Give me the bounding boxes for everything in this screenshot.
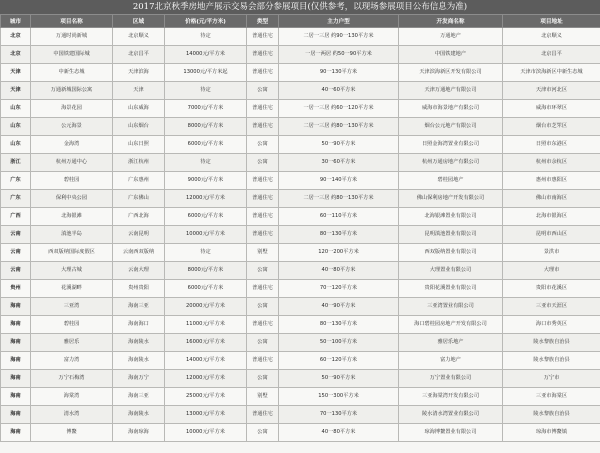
table-row [1, 280, 600, 298]
city-cell: 海南 [1, 352, 31, 370]
table-cell: 万通时尚新城 [31, 28, 113, 46]
table-cell: 中国铁建地产 [399, 46, 503, 64]
table-header-row [1, 15, 600, 28]
city-cell: 海南 [1, 370, 31, 388]
table-cell: 清水湾 [31, 406, 113, 424]
table-row [1, 46, 600, 64]
table-row [1, 28, 600, 46]
table-row [1, 100, 600, 118]
table-cell: 北海银滩 [31, 208, 113, 226]
table-cell: 70一120平方米 [279, 280, 399, 298]
city-cell: 海南 [1, 388, 31, 406]
table-cell: 40一80平方米 [279, 424, 399, 442]
table-cell: 10000元/平方米 [165, 226, 247, 244]
table-cell: 天津万通地产有限公司 [399, 82, 503, 100]
table-cell: 普通住宅 [247, 172, 279, 190]
table-cell: 海南海口 [113, 316, 165, 334]
table-cell: 待定 [165, 154, 247, 172]
table-cell: 一居一三居 约60一120平方米 [279, 100, 399, 118]
table-row [1, 244, 600, 262]
table-row [1, 82, 600, 100]
table-cell: 50一90平方米 [279, 136, 399, 154]
table-cell: 万宁石梅湾 [31, 370, 113, 388]
table-cell: 杭州万通房地产有限公司 [399, 154, 503, 172]
table-cell: 30一60平方米 [279, 154, 399, 172]
table-cell: 一居一两居 约50一90平方米 [279, 46, 399, 64]
table-cell: 70一130平方米 [279, 406, 399, 424]
column-header: 开发商名称 [399, 15, 503, 28]
projects-table [0, 14, 600, 442]
table-cell: 广东惠州 [113, 172, 165, 190]
column-header: 价格(元/平方米) [165, 15, 247, 28]
table-cell: 9000元/平方米 [165, 172, 247, 190]
table-cell: 陵水黎族自治县 [503, 406, 600, 424]
table-cell: 北海银滩置业有限公司 [399, 208, 503, 226]
table-cell: 公元海景 [31, 118, 113, 136]
table-cell: 50一90平方米 [279, 370, 399, 388]
table-cell: 滇池半岛 [31, 226, 113, 244]
table-cell: 碧桂园地产 [399, 172, 503, 190]
column-header: 类型 [247, 15, 279, 28]
table-cell: 11000元/平方米 [165, 316, 247, 334]
table-cell: 公寓 [247, 136, 279, 154]
table-cell: 烟台公元地产有限公司 [399, 118, 503, 136]
table-cell: 公寓 [247, 370, 279, 388]
table-cell: 90一140平方米 [279, 172, 399, 190]
table-cell: 杭州万通中心 [31, 154, 113, 172]
city-cell: 北京 [1, 28, 31, 46]
table-cell: 陵水黎族自治县 [503, 352, 600, 370]
table-cell: 14000元/平方米 [165, 46, 247, 64]
table-row [1, 190, 600, 208]
city-cell: 天津 [1, 82, 31, 100]
table-cell: 天津市滨海新区中新生态城 [503, 64, 600, 82]
column-header: 城市 [1, 15, 31, 28]
column-header: 项目地址 [503, 15, 600, 28]
table-row [1, 424, 600, 442]
city-cell: 浙江 [1, 154, 31, 172]
city-cell: 广东 [1, 172, 31, 190]
table-cell: 富力湾 [31, 352, 113, 370]
table-cell: 海南万宁 [113, 370, 165, 388]
table-cell: 金海湾 [31, 136, 113, 154]
table-cell: 40一80平方米 [279, 262, 399, 280]
table-cell: 杭州市余杭区 [503, 154, 600, 172]
table-cell: 16000元/平方米 [165, 334, 247, 352]
table-cell: 山东威海 [113, 100, 165, 118]
table-cell: 琼海博鳌置业有限公司 [399, 424, 503, 442]
table-cell: 13000元/平方米起 [165, 64, 247, 82]
table-row [1, 154, 600, 172]
table-cell: 北海市银海区 [503, 208, 600, 226]
table-cell: 云南大理 [113, 262, 165, 280]
column-header: 区域 [113, 15, 165, 28]
table-cell: 碧桂园 [31, 316, 113, 334]
table-cell: 公寓 [247, 82, 279, 100]
table-cell: 山东烟台 [113, 118, 165, 136]
table-row [1, 208, 600, 226]
table-cell: 10000元/平方米 [165, 424, 247, 442]
table-cell: 琼海市博鳌镇 [503, 424, 600, 442]
table-cell: 待定 [165, 244, 247, 262]
table-row [1, 298, 600, 316]
table-row [1, 352, 600, 370]
table-cell: 海南琼海 [113, 424, 165, 442]
table-cell: 博鳌 [31, 424, 113, 442]
table-cell: 海南三亚 [113, 298, 165, 316]
table-cell: 三亚湾置业有限公司 [399, 298, 503, 316]
city-cell: 山东 [1, 118, 31, 136]
table-row [1, 172, 600, 190]
table-cell: 普通住宅 [247, 100, 279, 118]
table-cell: 海口市秀英区 [503, 316, 600, 334]
table-cell: 昆明市西山区 [503, 226, 600, 244]
table-cell: 普通住宅 [247, 208, 279, 226]
table-cell: 昆明滇池置业有限公司 [399, 226, 503, 244]
table-cell: 雅居乐 [31, 334, 113, 352]
table-cell: 60一110平方米 [279, 208, 399, 226]
table-cell: 6000元/平方米 [165, 136, 247, 154]
table-cell: 浙江杭州 [113, 154, 165, 172]
table-cell: 烟台市芝罘区 [503, 118, 600, 136]
table-cell: 80一130平方米 [279, 316, 399, 334]
table-cell: 公寓 [247, 334, 279, 352]
table-row [1, 118, 600, 136]
table-cell: 雅居乐地产 [399, 334, 503, 352]
table-cell: 威海市海景地产有限公司 [399, 100, 503, 118]
city-cell: 海南 [1, 316, 31, 334]
table-cell: 富力地产 [399, 352, 503, 370]
column-header: 项目名称 [31, 15, 113, 28]
city-cell: 贵州 [1, 280, 31, 298]
table-row [1, 262, 600, 280]
table-cell: 花溪湖畔 [31, 280, 113, 298]
table-cell: 万宁市 [503, 370, 600, 388]
table-cell: 三亚海棠湾开发有限公司 [399, 388, 503, 406]
table-cell: 碧桂园 [31, 172, 113, 190]
table-row [1, 406, 600, 424]
table-cell: 天津市河北区 [503, 82, 600, 100]
table-cell: 别墅 [247, 244, 279, 262]
table-cell: 北京顺义 [503, 28, 600, 46]
table-cell: 大理古城 [31, 262, 113, 280]
city-cell: 海南 [1, 424, 31, 442]
table-cell: 公寓 [247, 298, 279, 316]
city-cell: 天津 [1, 64, 31, 82]
table-cell: 大理市 [503, 262, 600, 280]
table-row [1, 316, 600, 334]
table-cell: 12000元/平方米 [165, 370, 247, 388]
table-cell: 公寓 [247, 424, 279, 442]
table-cell: 保利中央公园 [31, 190, 113, 208]
table-cell: 13000元/平方米 [165, 406, 247, 424]
table-cell: 海南陵水 [113, 334, 165, 352]
table-cell: 天津 [113, 82, 165, 100]
table-cell: 万通地产 [399, 28, 503, 46]
table-cell: 待定 [165, 82, 247, 100]
table-cell: 贵阳市花溪区 [503, 280, 600, 298]
table-cell: 40一60平方米 [279, 82, 399, 100]
table-row [1, 136, 600, 154]
table-cell: 6000元/平方米 [165, 208, 247, 226]
table-cell: 云南昆明 [113, 226, 165, 244]
table-cell: 14000元/平方米 [165, 352, 247, 370]
table-cell: 20000元/平方米 [165, 298, 247, 316]
table-cell: 7000元/平方米 [165, 100, 247, 118]
table-cell: 120一200平方米 [279, 244, 399, 262]
table-cell: 90一130平方米 [279, 64, 399, 82]
table-cell: 陵水清水湾置业有限公司 [399, 406, 503, 424]
table-cell: 北京顺义 [113, 28, 165, 46]
table-cell: 威海市环翠区 [503, 100, 600, 118]
city-cell: 云南 [1, 226, 31, 244]
table-row [1, 226, 600, 244]
city-cell: 云南 [1, 262, 31, 280]
table-cell: 普通住宅 [247, 118, 279, 136]
table-cell: 海景花园 [31, 100, 113, 118]
table-cell: 普通住宅 [247, 316, 279, 334]
table-cell: 日照金海湾置业有限公司 [399, 136, 503, 154]
table-cell: 西双版纳国际度假区 [31, 244, 113, 262]
table-cell: 80一130平方米 [279, 226, 399, 244]
table-cell: 二居一三居 约80一130平方米 [279, 118, 399, 136]
table-cell: 二居一三居 约90一130平方米 [279, 28, 399, 46]
table-cell: 三亚市海棠区 [503, 388, 600, 406]
table-cell: 海南三亚 [113, 388, 165, 406]
table-cell: 天津滨海新区开发有限公司 [399, 64, 503, 82]
table-cell: 公寓 [247, 154, 279, 172]
city-cell: 广西 [1, 208, 31, 226]
city-cell: 海南 [1, 334, 31, 352]
table-cell: 天津滨海 [113, 64, 165, 82]
city-cell: 海南 [1, 406, 31, 424]
table-cell: 25000元/平方米 [165, 388, 247, 406]
document-title: 2017北京秋季房地产展示交易会部分参展项目(仅供参考，以现场参展项目公布信息为准) [0, 0, 600, 14]
table-cell: 8000元/平方米 [165, 262, 247, 280]
table-cell: 三亚湾 [31, 298, 113, 316]
table-cell: 北京昌平 [113, 46, 165, 64]
table-cell: 150一300平方米 [279, 388, 399, 406]
table-cell: 海南陵水 [113, 406, 165, 424]
table-cell: 普通住宅 [247, 190, 279, 208]
city-cell: 广东 [1, 190, 31, 208]
table-cell: 12000元/平方米 [165, 190, 247, 208]
table-cell: 海南陵水 [113, 352, 165, 370]
table-cell: 中国铁建国际城 [31, 46, 113, 64]
table-cell: 40一90平方米 [279, 298, 399, 316]
table-cell: 海口碧桂园房地产开发有限公司 [399, 316, 503, 334]
table-cell: 普通住宅 [247, 46, 279, 64]
table-cell: 6000元/平方米 [165, 280, 247, 298]
table-cell: 日照市东港区 [503, 136, 600, 154]
table-cell: 云南西双版纳 [113, 244, 165, 262]
table-cell: 别墅 [247, 388, 279, 406]
table-cell: 广西北海 [113, 208, 165, 226]
table-cell: 贵州贵阳 [113, 280, 165, 298]
table-cell: 万宁置业有限公司 [399, 370, 503, 388]
table-body [1, 28, 600, 442]
table-cell: 景洪市 [503, 244, 600, 262]
city-cell: 山东 [1, 136, 31, 154]
table-cell: 公寓 [247, 262, 279, 280]
table-cell: 普通住宅 [247, 406, 279, 424]
table-cell: 海棠湾 [31, 388, 113, 406]
city-cell: 北京 [1, 46, 31, 64]
table-cell: 普通住宅 [247, 352, 279, 370]
city-cell: 山东 [1, 100, 31, 118]
table-cell: 广东佛山 [113, 190, 165, 208]
table-cell: 山东日照 [113, 136, 165, 154]
table-cell: 佛山保利房地产开发有限公司 [399, 190, 503, 208]
table-cell: 8000元/平方米 [165, 118, 247, 136]
table-cell: 待定 [165, 28, 247, 46]
table-cell: 二居一三居 约80一130平方米 [279, 190, 399, 208]
table-cell: 佛山市南海区 [503, 190, 600, 208]
table-cell: 普通住宅 [247, 64, 279, 82]
table-row [1, 64, 600, 82]
table-cell: 西双版纳置业有限公司 [399, 244, 503, 262]
table-cell: 普通住宅 [247, 28, 279, 46]
table-row [1, 370, 600, 388]
table-cell: 普通住宅 [247, 226, 279, 244]
table-cell: 50一100平方米 [279, 334, 399, 352]
table-cell: 中新生态城 [31, 64, 113, 82]
table-cell: 北京昌平 [503, 46, 600, 64]
table-cell: 万通新城国际公寓 [31, 82, 113, 100]
column-header: 主力户型 [279, 15, 399, 28]
table-cell: 陵水黎族自治县 [503, 334, 600, 352]
table-row [1, 334, 600, 352]
table-cell: 三亚市天涯区 [503, 298, 600, 316]
table-cell: 大理置业有限公司 [399, 262, 503, 280]
table-cell: 普通住宅 [247, 280, 279, 298]
table-cell: 贵阳花溪置业有限公司 [399, 280, 503, 298]
city-cell: 海南 [1, 298, 31, 316]
table-cell: 惠州市惠阳区 [503, 172, 600, 190]
city-cell: 云南 [1, 244, 31, 262]
table-cell: 60一120平方米 [279, 352, 399, 370]
table-row [1, 388, 600, 406]
